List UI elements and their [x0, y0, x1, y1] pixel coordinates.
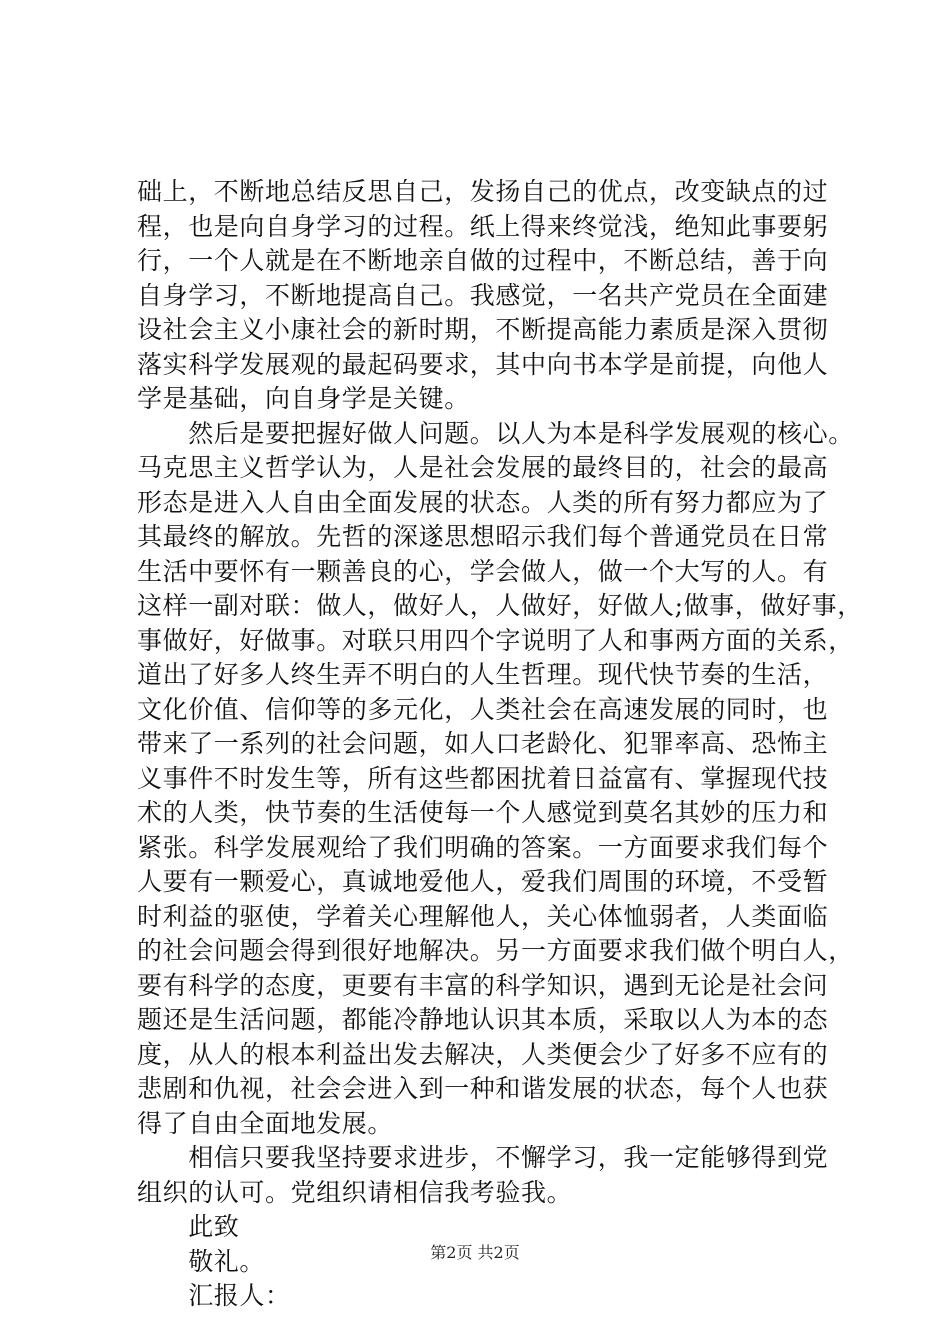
- text-line: 文化价值、信仰等的多元化，人类社会在高速发展的同时，也: [137, 694, 829, 724]
- text-line: 要有科学的态度，更要有丰富的科学知识，遇到无论是社会问: [137, 970, 829, 1000]
- text-line: 生活中要怀有一颗善良的心，学会做人，做一个大写的人。有: [137, 556, 829, 586]
- text-line: 道出了好多人终生弄不明白的人生哲理。现代快节奏的生活，: [137, 660, 829, 689]
- text-line: 的社会问题会得到很好地解决。另一方面要求我们做个明白人，: [137, 936, 854, 965]
- text-line: 其最终的解放。先哲的深遂思想昭示我们每个普通党员在日常: [137, 522, 829, 551]
- text-line: 相信只要我坚持要求进步，不懈学习，我一定能够得到党: [137, 1143, 829, 1172]
- body-text: [137, 175, 863, 1314]
- text-line: 事做好，好做事。对联只用四个字说明了人和事两方面的关系，: [137, 625, 854, 655]
- text-line: 组织的认可。党组织请相信我考验我。: [137, 1177, 573, 1207]
- text-line: 学是基础，向自身学是关键。: [137, 384, 470, 413]
- text-line: 度，从人的根本利益出发去解决，人类便会少了好多不应有的: [137, 1039, 829, 1069]
- text-line: 马克思主义哲学认为，人是社会发展的最终目的，社会的最高: [137, 453, 829, 482]
- text-line: 义事件不时发生等，所有这些都困扰着日益富有、掌握现代技: [137, 763, 829, 793]
- text-line: 程，也是向自身学习的过程。纸上得来终觉浅，绝知此事要躬: [137, 211, 829, 241]
- text-line: 悲剧和仇视，社会会进入到一种和谐发展的状态，每个人也获: [137, 1074, 829, 1103]
- text-line: 设社会主义小康社会的新时期，不断提高能力素质是深入贯彻: [137, 315, 829, 344]
- salutation-line: 敬礼。: [137, 1246, 266, 1276]
- page-number: 第2页 共2页: [430, 1243, 520, 1262]
- text-line: 形态是进入人自由全面发展的状态。人类的所有努力都应为了: [137, 487, 829, 517]
- text-line: 术的人类，快节奏的生活使每一个人感觉到莫名其妙的压力和: [137, 798, 829, 827]
- signature-line: 汇报人：: [137, 1281, 291, 1310]
- text-line: 带来了一系列的社会问题，如人口老龄化、犯罪率高、恐怖主: [137, 729, 829, 758]
- text-line: 题还是生活问题，都能冷静地认识其本质，采取以人为本的态: [137, 1005, 829, 1034]
- text-line: 然后是要把握好做人问题。以人为本是科学发展观的核心。: [137, 418, 854, 448]
- salutation-line: 此致: [137, 1212, 240, 1241]
- text-line: 行，一个人就是在不断地亲自做的过程中，不断总结，善于向: [137, 246, 829, 275]
- text-line: 紧张。科学发展观给了我们明确的答案。一方面要求我们每个: [137, 832, 829, 862]
- text-line: 时利益的驱使，学着关心理解他人，关心体恤弱者，人类面临: [137, 901, 829, 931]
- text-line: 础上，不断地总结反思自己，发扬自己的优点，改变缺点的过: [137, 177, 829, 206]
- text-line: 人要有一颗爱心，真诚地爱他人，爱我们周围的环境，不受暂: [137, 867, 829, 896]
- text-line: 自身学习，不断地提高自己。我感觉，一名共产党员在全面建: [137, 280, 829, 310]
- text-line: 落实科学发展观的最起码要求，其中向书本学是前提，向他人: [137, 349, 829, 379]
- text-line: 得了自由全面地发展。: [137, 1108, 394, 1138]
- text-line: 这样一副对联：做人，做好人，人做好，好做人;做事，做好事，: [137, 591, 863, 620]
